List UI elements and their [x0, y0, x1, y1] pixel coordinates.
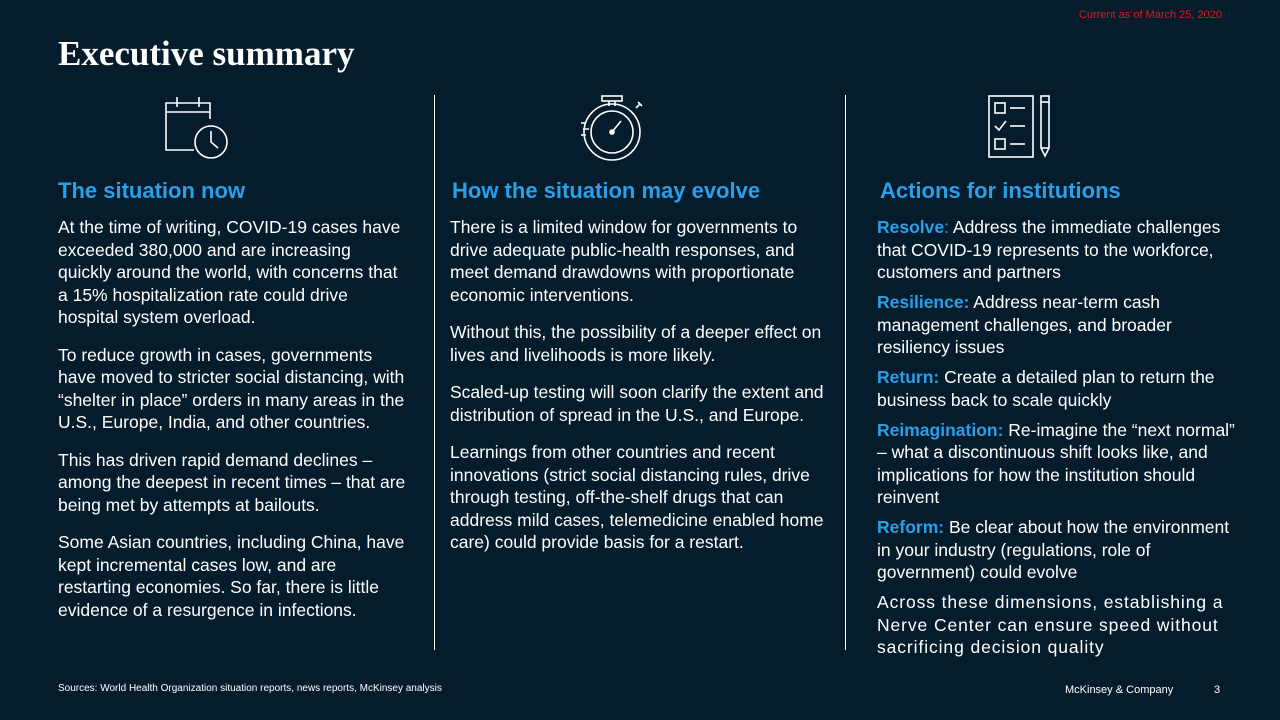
- paragraph: Some Asian countries, including China, have kept incremental cases low, and are restarting economies. So far, there is little evidence of a resurgence in infections.: [58, 532, 405, 620]
- body-actions: [877, 216, 1247, 666]
- heading-situation-now: The situation now: [58, 178, 245, 203]
- paragraph: There is a limited window for governments to drive adequate public-health responses, and meet demand drawdowns with proportionate economic interventions.: [450, 217, 798, 305]
- action-separator: :: [944, 217, 949, 237]
- action-text: Address the immediate challenges that COVID-19 represents to the workforce, customers and partners: [877, 217, 1221, 282]
- column-divider-1: [434, 95, 435, 650]
- paragraph: To reduce growth in cases, governments have moved to stricter social distancing, with “shelter in place” orders in many areas in the U.S., Europe, India, and other countries.: [58, 344, 405, 432]
- action-text: Address near-term cash management challenges, and broader resiliency issues: [877, 292, 1172, 357]
- action-text: Re-imagine the “next normal” – what a discontinuous shift looks like, and implications for how the institution should reinvent: [877, 419, 1235, 507]
- action-keyword: Resolve: [877, 217, 945, 237]
- footer-sources: Sources: World Health Organization situation reports, news reports, McKinsey analysis: [58, 683, 442, 694]
- paragraph: Without this, the possibility of a deeper effect on lives and livelihoods is more likely.: [450, 322, 822, 365]
- closing-statement: Across these dimensions, establishing a Nerve Center can ensure speed without sacrificing decision quality: [877, 592, 1224, 657]
- paragraph: Learnings from other countries and recent innovations (strict social distancing rules, drive through testing, off-the-shelf drugs that can address mild cases, telemedicine enabled home care) could provide basis for a restart.: [450, 442, 824, 552]
- page-title: Executive summary: [58, 34, 355, 73]
- paragraph: At the time of writing, COVID-19 cases have exceeded 380,000 and are increasing quickly around the world, with concerns that a 15% hospitalization rate could drive hospital system overload.: [58, 217, 401, 327]
- stopwatch-icon: [580, 95, 644, 166]
- action-item: [877, 419, 1247, 509]
- column-divider-2: [845, 95, 846, 650]
- body-situation-now: [58, 216, 408, 636]
- footer-brand: McKinsey & Company: [1065, 684, 1174, 696]
- paragraph: Scaled-up testing will soon clarify the extent and distribution of spread in the U.S., and Europe.: [450, 382, 824, 425]
- page-number: 3: [1214, 684, 1221, 696]
- action-item: [877, 216, 1247, 284]
- paragraph: This has driven rapid demand declines – among the deepest in recent times – that are being met by attempts at bailouts.: [58, 449, 406, 515]
- action-item: [877, 291, 1247, 359]
- action-keyword: Reimagination:: [877, 419, 1004, 440]
- checklist-icon: [988, 95, 1052, 164]
- action-item: [877, 516, 1247, 584]
- action-text: Create a detailed plan to return the business back to scale quickly: [877, 367, 1215, 410]
- heading-actions: Actions for institutions: [880, 178, 1121, 203]
- action-item: [877, 366, 1247, 411]
- action-keyword: Return:: [877, 367, 940, 387]
- action-keyword: Reform:: [877, 517, 945, 537]
- date-note: Current as of March 25, 2020: [1078, 9, 1222, 21]
- action-text: Be clear about how the environment in your industry (regulations, role of government) could evolve: [877, 517, 1230, 582]
- body-situation-evolve: [450, 216, 835, 569]
- action-keyword: Resilience:: [877, 292, 970, 312]
- heading-situation-evolve: How the situation may evolve: [452, 178, 761, 203]
- calendar-clock-icon: [164, 95, 230, 166]
